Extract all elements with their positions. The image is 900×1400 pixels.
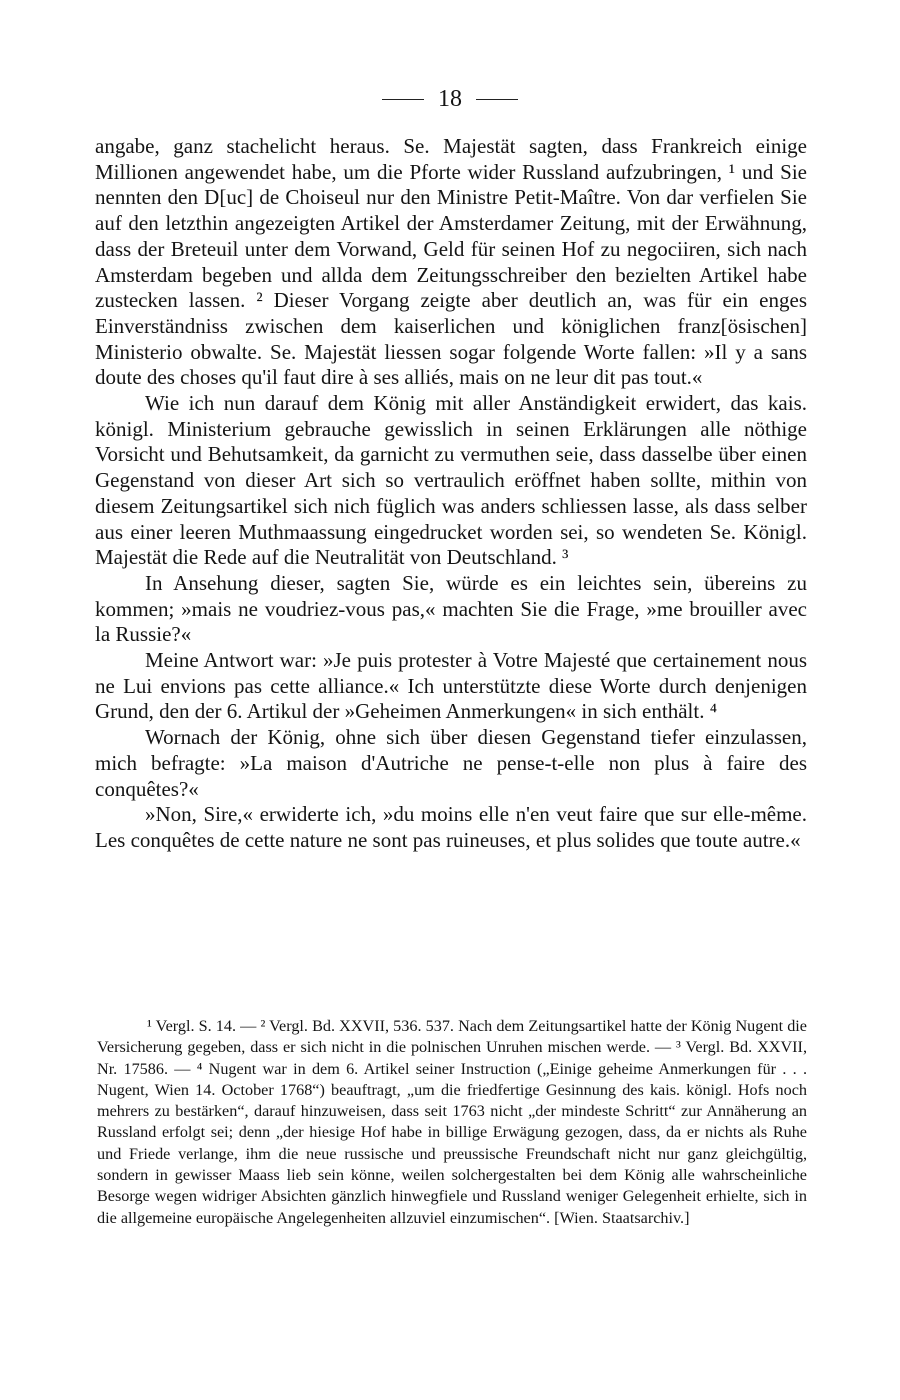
page-number: 18 — [438, 86, 462, 112]
paragraph-5: Wornach der König, ohne sich über diesen Gegenstand tiefer einzulassen, mich befragte: »La maison d'Autriche ne pense-t-elle non plus à faire des conquêtes?« — [95, 725, 807, 801]
page-header — [0, 86, 900, 113]
paragraph-6: »Non, Sire,« erwiderte ich, »du moins elle n'en veut faire que sur elle-même. Les conquêtes de cette nature ne sont pas ruineuses, et plus solides que toute autre.« — [95, 802, 807, 852]
main-text — [95, 134, 807, 854]
paragraph-3: In Ansehung dieser, sagten Sie, würde es ein leichtes sein, übereins zu kommen; »mais ne voudriez-vous pas,« machten Sie die Frage, »me brouiller avec la Russie?« — [95, 570, 807, 647]
paragraph-2: Wie ich nun darauf dem König mit aller Anständigkeit erwidert, das kais. königl. Ministerium gebrauche gewisslich in seinen Erklärungen alle nöthige Vorsicht und Behutsamkeit, da garnicht zu vermuthen seie, dass dasselbe über einen Gegenstand von dieser Art sich so vertraulich eröffnet haben sollte, mithin von diesem Zeitungsartikel sich nich füglich was anders schliessen lasse, als dass selber aus einer leeren Muthmaassung eingedrucket worden sei, so wendeten Se. Königl. Majestät die Rede auf die Neutralität von Deutschland. ³ — [95, 391, 807, 570]
header-rule-left — [382, 99, 424, 100]
footnotes — [97, 1016, 807, 1229]
header-rule-right — [476, 99, 518, 100]
footnote-text: ¹ Vergl. S. 14. — ² Vergl. Bd. XXVII, 536. 537. Nach dem Zeitungsartikel hatte der König Nugent die Versicherung gegeben, dass er sich nicht in die polnischen Unruhen mischen werde. — ³ Vergl. Bd. XXVII, Nr. 17586. — ⁴ Nugent war in dem 6. Artikel seiner Instruction („Einige geheime Anmerkungen für . . . Nugent, Wien 14. October 1768“) beauftragt, „um die friedfertige Gesinnung des kais. königl. Hofs noch mehrers zu bestärken“, darauf hinzuweisen, dass seit 1763 nicht „der mindeste Schritt“ zur Annäherung an Russland erfolgt sei; denn „der hiesige Hof habe in billige Erwägung gezogen, dass, da er nichts als Ruhe und Friede verlange, ihm die neue russische und preussische Freundschaft nicht nur ganz gleichgültig, sondern in gewisser Maass lieb sein könne, weilen solchergestalten bei dem König alle wahrscheinliche Besorge wegen widriger Absichten gänzlich hinwegfiele und Russland weniger Gelegenheit erhielte, sich in die allgemeine europäische Angelegenheiten allzuviel einzumischen“. [Wien. Staatsarchiv.] — [97, 1017, 807, 1227]
paragraph-4: Meine Antwort war: »Je puis protester à Votre Majesté que certainement nous ne Lui envions pas cette alliance.« Ich unterstützte diese Worte durch denjenigen Grund, den der 6. Artikul der »Geheimen Anmerkungen« in sich enthält. ⁴ — [95, 648, 807, 724]
paragraph-1: angabe, ganz stachelicht heraus. Se. Majestät sagten, dass Frankreich einige Millionen angewendet habe, um die Pforte wider Russland aufzubringen, ¹ und Sie nennten den D[uc] de Choiseul nur den Ministre Petit-Maître. Von dar verfielen Sie auf den letzthin angezeigten Artikel der Amsterdamer Zeitung, mit der Erwähnung, dass der Breteuil unter dem Vorwand, Geld für seinen Hof zu negociiren, sich nach Amsterdam begeben und allda dem Zeitungsschreiber den bezielten Artikel habe zustecken lassen. ² Dieser Vorgang zeigte aber deutlich an, was für ein enges Einverständniss zwischen dem kaiserlichen und königlichen franz[ösischen] Ministerio obwalte. Se. Majestät liessen sogar folgende Worte fallen: »Il y a sans doute des choses qu'il faut dire à ses alliés, mais on ne leur dit pas tout.« — [95, 134, 807, 390]
